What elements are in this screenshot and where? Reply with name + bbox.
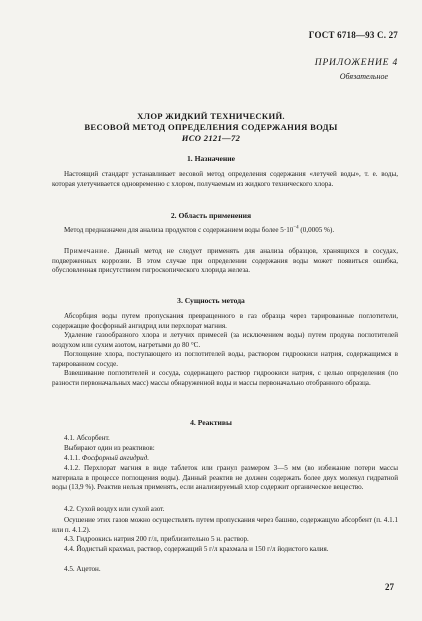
- appendix-status: Обязательное: [339, 72, 388, 81]
- item-4-5: 4.5. Ацетон.: [64, 565, 101, 573]
- title-line-1: ХЛОР ЖИДКИЙ ТЕХНИЧЕСКИЙ.: [137, 111, 285, 121]
- section-2-note: [52, 247, 398, 276]
- item-4-1-intro: Выбирают один из реактивов:: [64, 444, 155, 452]
- item-4-2-text: Осушение этих газов можно осуществлять путем пропускания через башню, содержащую абсорбент (п. 4.1.1 или п. 4.1.2).: [52, 516, 398, 534]
- section-3-para-4: Взвешивание поглотителей и сосуда, содержащего раствор гидроокиси натрия, с целью определения (по разности первоначальных масс) массы обнаруженной воды и массы первоначально отобранного образца.: [52, 369, 398, 387]
- item-4-2: 4.2. Сухой воздух или сухой азот.: [64, 505, 165, 513]
- item-4-3: 4.3. Гидроокись натрия 200 г/л, приблизительно 5 н. раствор.: [64, 535, 249, 543]
- section-1-heading: 1. Назначение: [187, 154, 235, 163]
- title-line-2: ВЕСОВОЙ МЕТОД ОПРЕДЕЛЕНИЯ СОДЕРЖАНИЯ ВОДЫ: [84, 122, 338, 132]
- section-3-para-2: Удаление газообразного хлора и летучих примесей (за исключением воды) путем продува поглотителей воздухом или сухим азотом, нагретыми до 80 °С.: [52, 331, 398, 349]
- section-3-para-1: Абсорбция воды путем пропускания превращенного в газ образца через тарированные поглотители, содержащие фосфорный ангидрид или перхлорат магния.: [52, 312, 398, 330]
- page-number: 27: [385, 582, 394, 592]
- section-2-exponent: −4: [293, 225, 299, 231]
- item-4-1-1-number: 4.1.1.: [64, 454, 82, 462]
- section-2-heading: 2. Область применения: [170, 211, 252, 220]
- appendix-label: ПРИЛОЖЕНИЕ 4: [314, 58, 398, 68]
- item-4-4: 4.4. Йодистый крахмал, раствор, содержащий 5 г/л крахмала и 150 г/л йодистого калия.: [64, 545, 329, 553]
- section-2-text: [52, 226, 398, 236]
- page-header: ГОСТ 6718—93 С. 27: [308, 30, 398, 40]
- section-1-text: Настоящий стандарт устанавливает весовой метод определения содержания «летучей воды», т. е. воды, которая улетучивается одновременно с хлором, получаемым из жидкого технического хлора.: [52, 170, 398, 188]
- section-2-text-b: (0,0005 %).: [298, 226, 335, 234]
- section-4-heading: 4. Реактивы: [190, 418, 232, 427]
- item-4-1-1-text: Фосфорный ангидрид.: [81, 454, 150, 462]
- item-4-1-2: 4.1.2. Перхлорат магния в виде таблеток или гранул размером 3—5 мм (во избежание потери массы материала в процессе поглощения воды). Данный реактив не должен содержать более двух молекул гидратной воды (13,9 %). Реактив нельзя применять, если анализируемый хлор содержит органическое вещество.: [52, 464, 398, 492]
- section-3-heading: 3. Сущность метода: [177, 296, 245, 305]
- title-standard: ИСО 2121—72: [181, 133, 241, 143]
- note-text: Данный метод не следует применять для анализа образцов, хранящихся в сосудах, подверженных коррозии. В этом случае при определении содержания воды может появиться ошибка, обусловленная присутствием гигроскопического хлорида железа.: [52, 247, 398, 275]
- item-4-1-1: [52, 454, 398, 464]
- section-3-para-3: Поглощение хлора, поступающего из поглотителей воды, раствором гидроокиси натрия, содержащимся в тарированном сосуде.: [52, 350, 398, 368]
- section-2-text-a: Метод предназначен для анализа продуктов с содержанием воды более 5·10: [64, 226, 294, 234]
- note-label: Примечание.: [64, 247, 110, 255]
- item-4-1: 4.1. Абсорбент.: [64, 434, 110, 442]
